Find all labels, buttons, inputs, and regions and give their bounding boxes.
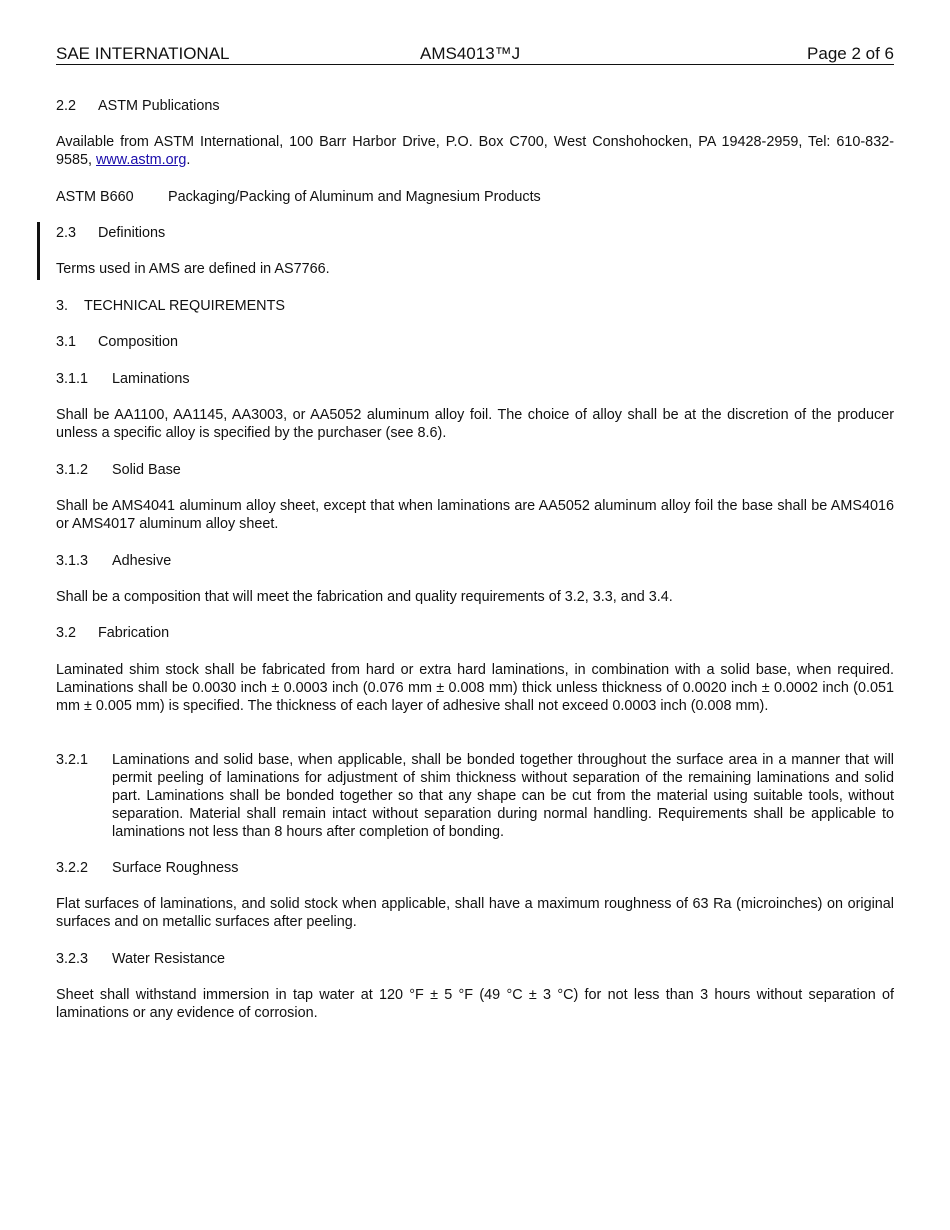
heading-3-1 <box>56 333 894 351</box>
heading-3-2-3 <box>56 950 894 968</box>
section-title: Water Resistance <box>112 951 226 967</box>
paragraph-3-1-1: Shall be AA1100, AA1145, AA3003, or AA5052 aluminum alloy foil. The choice of alloy shall be at the discretion of the producer unless a specific alloy is specified by the purchaser (see 8.6). <box>56 407 894 441</box>
section-number: 2.2 <box>56 98 77 114</box>
page-header <box>56 44 894 65</box>
heading-3-2-2 <box>56 859 894 877</box>
heading-2-2 <box>56 97 894 115</box>
paragraph-3-1-2: Shall be AMS4041 aluminum alloy sheet, except that when laminations are AA5052 aluminum alloy foil the base shall be AMS4016 or AMS4017 aluminum alloy sheet. <box>56 498 894 532</box>
header-page-number: Page 2 of 6 <box>807 44 894 63</box>
heading-3-2 <box>56 624 894 642</box>
section-title: TECHNICAL REQUIREMENTS <box>84 298 285 314</box>
reference-title: Packaging/Packing of Aluminum and Magnesium Products <box>168 189 541 205</box>
paragraph-2-3: Terms used in AMS are defined in AS7766. <box>56 261 330 277</box>
section-number: 3.1.1 <box>56 371 89 387</box>
section-title: Laminations <box>112 371 190 387</box>
reference-astm-b660 <box>56 188 894 206</box>
heading-3-1-1 <box>56 370 894 388</box>
paragraph-3-2-1 <box>56 751 894 841</box>
heading-3-1-3 <box>56 552 894 570</box>
section-number: 3.1 <box>56 334 77 350</box>
punctuation: . <box>186 152 191 168</box>
header-publisher: SAE INTERNATIONAL <box>56 44 230 63</box>
astm-website-link[interactable]: www.astm.org <box>96 152 187 168</box>
section-title: Fabrication <box>98 625 170 641</box>
heading-3 <box>56 297 894 315</box>
section-number: 3.2.1 <box>56 752 89 768</box>
section-number: 2.3 <box>56 225 77 241</box>
section-number: 3.1.2 <box>56 462 89 478</box>
paragraph-3-2: Laminated shim stock shall be fabricated from hard or extra hard laminations, in combination with a solid base, when required. Laminations shall be 0.0030 inch ± 0.0003 inch (0.076 mm ± 0.008 mm) thick unless thickness of 0.0020 inch ± 0.0002 inch (0.051 mm ± 0.005 mm) is specified. The thickness of each layer of adhesive shall not exceed 0.0003 inch (0.008 mm). <box>56 662 894 714</box>
heading-2-3 <box>56 224 894 242</box>
section-title: ASTM Publications <box>98 98 220 114</box>
paragraph-3-1-3: Shall be a composition that will meet the fabrication and quality requirements of 3.2, 3.3, and 3.4. <box>56 589 673 605</box>
paragraph-3-2-2: Flat surfaces of laminations, and solid stock when applicable, shall have a maximum roughness of 63 Ra (microinches) on original surfaces and on metallic surfaces after peeling. <box>56 896 894 930</box>
paragraph-3-2-3: Sheet shall withstand immersion in tap water at 120 °F ± 5 °F (49 °C ± 3 °C) for not less than 3 hours without separation of laminations or any evidence of corrosion. <box>56 987 894 1021</box>
header-document-number: AMS4013™J <box>420 44 521 63</box>
section-title: Surface Roughness <box>112 860 239 876</box>
section-title: Solid Base <box>112 462 181 478</box>
section-number: 3.2.3 <box>56 951 89 967</box>
astm-address: Available from ASTM International, 100 Barr Harbor Drive, P.O. Box C700, West Conshohocken, PA 19428-2959, Tel: 610-832-9585, <box>56 134 894 168</box>
section-number: 3.2.2 <box>56 860 89 876</box>
revision-change-bar <box>37 222 40 280</box>
heading-3-1-2 <box>56 461 894 479</box>
paragraph-body: Laminations and solid base, when applicable, shall be bonded together throughout the surface area in a manner that will permit peeling of laminations for adjustment of shim thickness without separation of the remaining laminations and solid part. Laminations shall be bonded together so that any shape can be cut from the material using suitable tools, without separation. Material shall remain intact without separation during normal handling. Requirements shall be applicable to laminations not less than 8 hours after completion of bonding. <box>112 752 894 840</box>
section-number: 3. <box>56 298 69 314</box>
paragraph-2-2 <box>56 133 894 169</box>
section-number: 3.2 <box>56 625 77 641</box>
section-number: 3.1.3 <box>56 553 89 569</box>
section-title: Composition <box>98 334 178 350</box>
section-title: Definitions <box>98 225 166 241</box>
reference-code: ASTM B660 <box>56 189 134 205</box>
section-title: Adhesive <box>112 553 172 569</box>
